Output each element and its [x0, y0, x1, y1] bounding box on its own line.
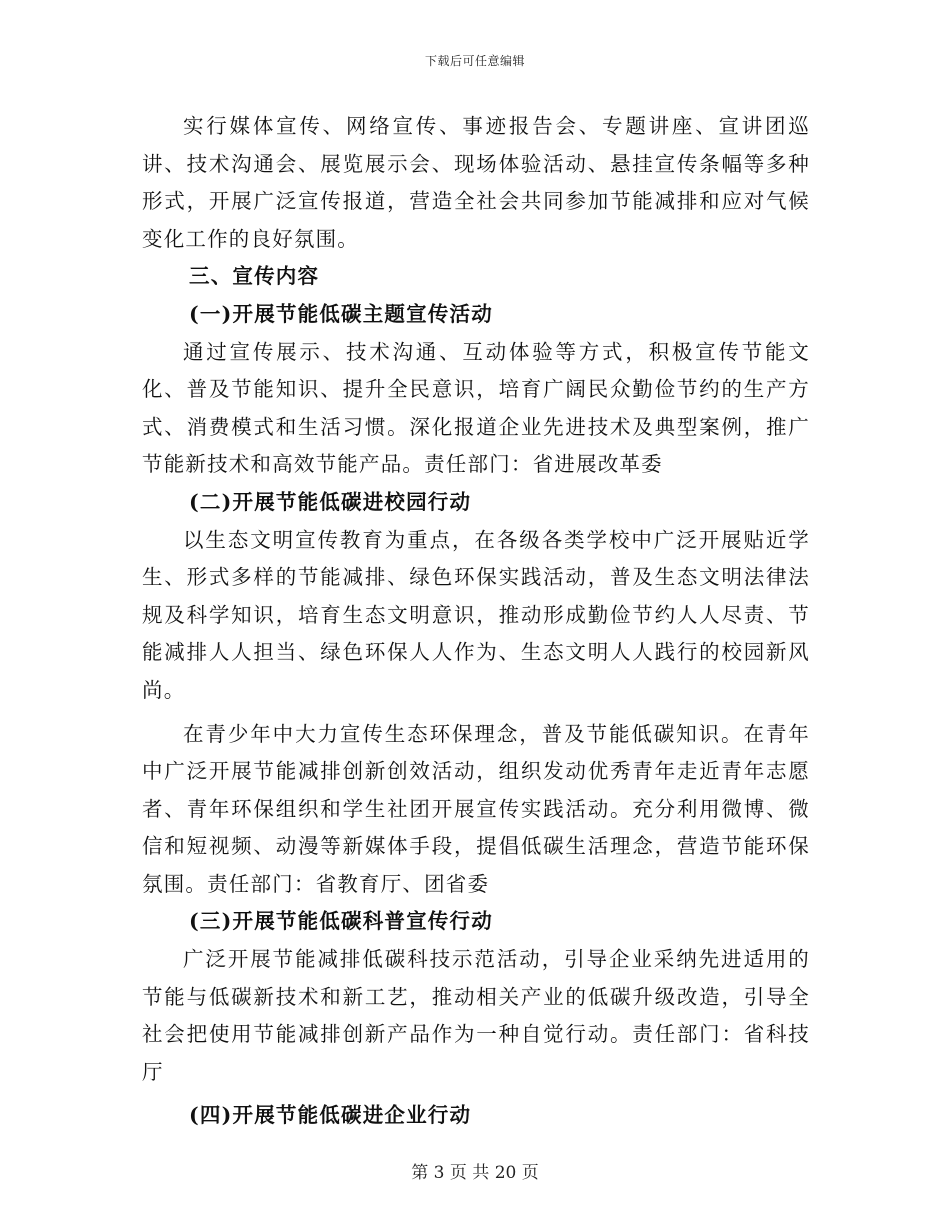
page-header-note: 下载后可任意编辑 — [424, 54, 525, 68]
subsection-1-paragraph: 通过宣传展示、技术沟通、互动体验等方式，积极宣传节能文化、普及节能知识、提升全民意识，培育广阔民众勤俭节约的生产方式、消费模式和生活习惯。深化报道企业先进技术及典型案例，推广节能新技术和高效节能产品。责任部门：省进展改革委 — [142, 339, 810, 477]
subsection-2-paragraph-1: 以生态文明宣传教育为重点，在各级各类学校中广泛开展贴近学生、形式多样的节能减排、绿色环保实践活动，普及生态文明法律法规及科学知识，培育生态文明意识，推动形成勤俭节约人人尽责、节能减排人人担当、绿色环保人人作为、生态文明人人践行的校园新风尚。 — [142, 527, 810, 702]
intro-paragraph: 实行媒体宣传、网络宣传、事迹报告会、专题讲座、宣讲团巡讲、技术沟通会、展览展示会、现场体验活动、悬挂宣传条幅等多种形式，开展广泛宣传报道，营造全社会共同参加节能减排和应对气候变化工作的良好氛围。 — [142, 114, 810, 251]
section-heading-3: 三、宣传内容 — [189, 264, 320, 289]
subsection-2-paragraph-2: 在青少年中大力宣传生态环保理念，普及节能低碳知识。在青年中广泛开展节能减排创新创效活动，组织发动优秀青年走近青年志愿者、青年环保组织和学生社团开展宣传实践活动。充分利用微博、微信和短视频、动漫等新媒体手段，提倡低碳生活理念，营造节能环保氛围。责任部门：省教育厅、团省委 — [142, 721, 810, 896]
document-body — [142, 108, 810, 1135]
subsection-4-title: (四)开展节能低碳进企业行动 — [189, 1103, 472, 1128]
subsection-1-title: (一)开展节能低碳主题宣传活动 — [189, 301, 493, 326]
subsection-3-title: (三)开展节能低碳科普宣传行动 — [189, 909, 493, 934]
subsection-3-paragraph: 广泛开展节能减排低碳科技示范活动，引导企业采纳先进适用的节能与低碳新技术和新工艺，推动相关产业的低碳升级改造，引导全社会把使用节能减排创新产品作为一种自觉行动。责任部门：省科技厅 — [142, 947, 810, 1084]
subsection-2-title: (二)开展节能低碳进校园行动 — [189, 489, 472, 514]
page-number-indicator: 第 3 页 共 20 页 — [411, 1163, 539, 1183]
